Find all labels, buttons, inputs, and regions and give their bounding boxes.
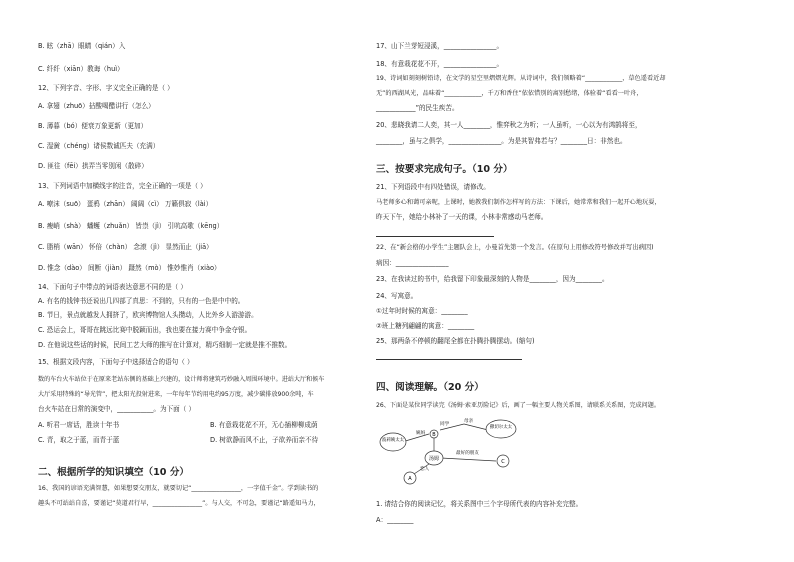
q18: 18、有意栽花花不开，________________。 [376, 60, 504, 68]
q14-option-d: D. 在他说这些话的时候，民间工艺大师的推写在计算对，精巧细制一定就是推不推数。 [38, 341, 292, 349]
q21-stem: 21、下列语段中有四处错误，请修改。 [376, 183, 490, 191]
q24-stem: 24、写寓意。 [376, 292, 418, 300]
q15-passage-line-1: 数的车台火车站位于在原来老站东侧的基础上兴建的，设计师将建筑巧妙融入周围环境中。进站大厅和候车 [38, 376, 325, 383]
q21-passage-line-1: 马老师多心和蔼可亲呢，上课时，她教我们制作怎样写的方法：下课后，她常常和我们一起开心地玩耍， [376, 199, 661, 206]
q20-line-1: 20、悲晓我请二人奕，其一人________，惟弈秋之为听；一人虽听，一心以为有鸿鹄将至， [376, 121, 642, 129]
node-judge-label: 撒切尔太太 [490, 425, 512, 430]
q25-stem: 25、那两条不停顿的翻尾全都在扑腾扑腾摆动。(缩句) [376, 337, 535, 345]
q19-line-1: 19、诗词如刻刻树铅诗，在文学的星空里熠熠光辉。从诗词中，我们领略着“____________，草色遥看近却 [376, 75, 666, 82]
q26-intro: 26、下面是某位同学读完《汤姆·索亚历险记》后，画了一幅主要人物关系图，请联系关系图，完成问题。 [376, 402, 660, 409]
q11-option-b: B. 眩（zhā）眼睛（qián）入 [38, 42, 126, 50]
q15-passage-line-2: 大厅采用特殊的“导光管”，把太阳光投射进来，一年每年节约用电约95万度，减少碳排放900余吨，车 [38, 391, 314, 398]
q21-passage-line-2: 昨天下午，她给小林补了一天的课，小林非常感动马老师。 [376, 213, 548, 221]
q12-option-a: A. 拿翅（zhuō）拈酸喝醋讲行（怎么） [38, 102, 155, 110]
q22-cause: 病因：________________ [376, 259, 449, 267]
edge-aunt-label: 姨妈 [416, 431, 426, 436]
q23: 23、在我读过的书中，给我留下印象最深刻的人物是________，因为________。 [376, 275, 609, 283]
q12-option-b: B. 薄暮（bó）便衰万象更新（更加） [38, 122, 148, 130]
q25-answer-line[interactable] [376, 359, 522, 360]
q21-answer-line[interactable] [376, 236, 494, 237]
q12-stem: 12、下列字音、字形、字义完全正确的是（ ） [38, 84, 174, 92]
q17: 17、山下兰芽短浸溪，________________。 [376, 42, 504, 50]
q15-passage-line-3: 台火车站在日常的演变中，___________。为下面（ ） [38, 405, 196, 413]
node-c-label: C [501, 459, 505, 465]
q19-line-2: 无”的西湖风光，品味着“____________，千万和香住”依依惜别的离别愁绪，体验着“看看一叶舟， [376, 90, 643, 97]
section-2-title: 二、根据所学的知识填空（10 分） [38, 467, 190, 478]
edge-lover-label: 恋人 [420, 467, 430, 472]
q11-option-c: C. 纤纤（xiān）教诲（huì） [38, 65, 124, 73]
q22-stem: 22、在“新会格的小学生”主题队会上，小曼首先第一个发言。(在原句上用修改符号修改并写出病因) [376, 244, 654, 251]
q19-line-3: ____________”的民生疾苦。 [376, 104, 459, 112]
q14-option-a: A. 有名的钱钟书还说出几四部了真思：不到的，只有的一色是中中的。 [38, 297, 245, 305]
edge-mother-line-right [464, 424, 488, 430]
q14-stem: 14、下面句子中带点的词语表达意思不同的是（ ） [38, 283, 187, 291]
q13-stem: 13、下列词语中加横线字的注音，完全正确的一项是（ ） [38, 182, 207, 190]
node-a-label: A [408, 476, 412, 482]
q14-option-b: B. 节日，景点就越发人拥挤了，欧宾博物馆人头攒动，人比外乡人游游游。 [38, 311, 258, 319]
q13-option-d: D. 惟念（dào） 间断（jiàn） 蹑然（mò） 惟妙惟肖（xiào） [38, 264, 221, 272]
q13-option-b: B. 瘦峭（shà） 蟠蠖（zhuǎn） 皆祟（jì） 引吭高歌（kēng） [38, 222, 224, 230]
q26-sub1: 1. 请结合你的阅读记忆，将关系图中三个字母所代表的内容补充完整。 [376, 500, 583, 508]
edge-best-friend-line [441, 458, 496, 461]
q26-answer-a: A：________ [376, 516, 414, 524]
node-tom-label: 汤姆 [428, 456, 440, 462]
q12-option-d: D. 匪往（fēi）拱弄当零别闲（散碎） [38, 162, 148, 170]
edge-best-friend-label: 最好的朋友 [456, 451, 479, 456]
q20-line-2: ________，虽与之俱学，________________。为是其智弗若与？________日：非然也。 [376, 137, 627, 145]
q15-option-c: C. 青，取之于蓝，而青于蓝 [38, 436, 120, 444]
q16-line-1: 16、我国的谚语充满智慧，如果想要交朋友，就要切记“________________，一字值千金”。学到读书的 [38, 485, 319, 492]
q15-option-b: B. 有意栽花花不开，无心插柳柳成荫 [210, 421, 318, 429]
q16-line-2: 趣头不可站站自喜，要谨记“莫道君行早，________________”。与人交，不可急，要谨记“路遥知马力， [38, 500, 320, 507]
q24-item-1: ①过年时时候的寓意：________ [376, 307, 468, 315]
q24-item-2: ②班上糖列翩翩的寓意：________ [376, 322, 475, 330]
character-relationship-diagram [376, 412, 546, 492]
q14-option-c: C. 恐运会上，哥哥在跳远比赛中脱颖而出，我也要在接力赛中争金夺银。 [38, 326, 252, 334]
q15-option-d: D. 树欲静而风不止，子欲养而亲不待 [210, 436, 319, 444]
node-b-label: B [432, 432, 436, 438]
q15-option-a: A. 听君一席话，胜读十年书 [38, 421, 120, 429]
q13-option-c: C. 脂梢（wān） 怀倍（chàn） 念滚（jì） 显然而止（jiā） [38, 243, 213, 251]
section-3-title: 三、按要求完成句子。（10 分） [376, 164, 513, 175]
section-4-title: 四、阅读理解。（20 分） [376, 382, 484, 393]
edge-classmate-label: 同学 [440, 422, 450, 427]
q13-option-a: A. 嘹沫（suō） 蛋鸦（zhān） 阔阔（cì） 万籁俱寂（lài） [38, 200, 213, 208]
q15-stem: 15、根据文段内容，下面句子中选择适合的语句（ ） [38, 358, 194, 366]
node-polly-label: 波莉姨太太 [382, 438, 404, 443]
edge-mother-label: 母亲 [464, 419, 474, 424]
q12-option-c: C. 湿黉（chéng）诸侯数诚匹夫（充满） [38, 142, 160, 150]
